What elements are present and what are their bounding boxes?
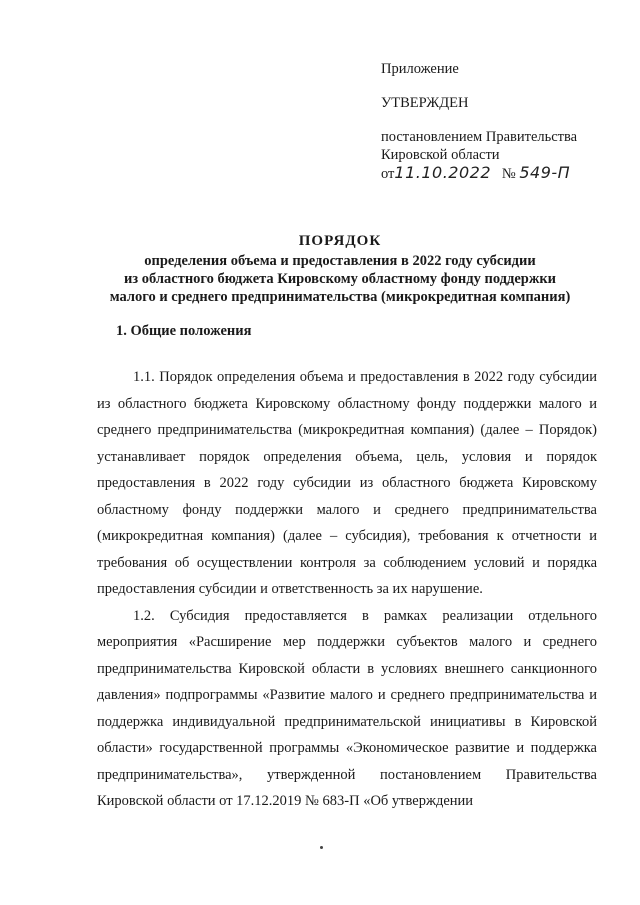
title-line-2: из областного бюджета Кировскому областному фонду поддержки xyxy=(123,271,557,287)
decree-date-line xyxy=(381,164,621,183)
decree-line-2: Кировской области xyxy=(381,147,500,163)
section-body xyxy=(97,364,597,815)
decree-number: 549-П xyxy=(519,163,571,182)
paragraph-1-2: 1.2. Субсидия предоставляется в рамках реализации отдельного мероприятия «Расширение мер поддержки субъектов малого и среднего предпринимательства Кировской области в условиях внешнего санкционного давления» подпрограммы «Развитие малого и среднего предпринимательства и поддержка индивидуальной предпринимательской инициативы в Кировской области» государственной программы «Экономическое развитие и поддержка предпринимательства», утвержденной постановлением Правительства Кировской области от 17.12.2019 № 683-П «Об утверждении xyxy=(97,607,597,809)
decree-line-1: постановлением Правительства xyxy=(381,129,578,145)
paragraph-1-1: 1.1. Порядок определения объема и предоставления в 2022 году субсидии из областного бюджета Кировскому областному фонду поддержки малого и среднего предпринимательства (микрокредитная компания) (далее – Порядок) устанавливает порядок определения объема, цель, условия и порядок предоставления в 2022 году субсидии из областного бюджета Кировскому областному фонду поддержки малого и среднего предпринимательства (микрокредитная компания) (далее – субсидия), требования к отчетности и требования об осуществлении контроля за соблюдением условий и порядка предоставления субсидии и ответственность за их нарушение. xyxy=(97,369,597,597)
approval-block xyxy=(381,60,621,183)
scan-mark xyxy=(320,846,323,849)
title-line-1: определения объема и предоставления в 2022 году субсидии xyxy=(144,253,536,269)
document-title xyxy=(60,232,620,306)
title-line-3: малого и среднего предпринимательства (микрокредитная компания) xyxy=(109,289,571,305)
title-main: ПОРЯДОК xyxy=(298,233,382,249)
approved-label: УТВЕРЖДЕН xyxy=(381,95,469,111)
number-prefix: № xyxy=(501,166,516,182)
date-prefix: от xyxy=(381,166,395,182)
decree-date: 11.10.2022 xyxy=(394,163,492,182)
appendix-label: Приложение xyxy=(381,61,459,77)
section-heading: 1. Общие положения xyxy=(116,323,252,339)
